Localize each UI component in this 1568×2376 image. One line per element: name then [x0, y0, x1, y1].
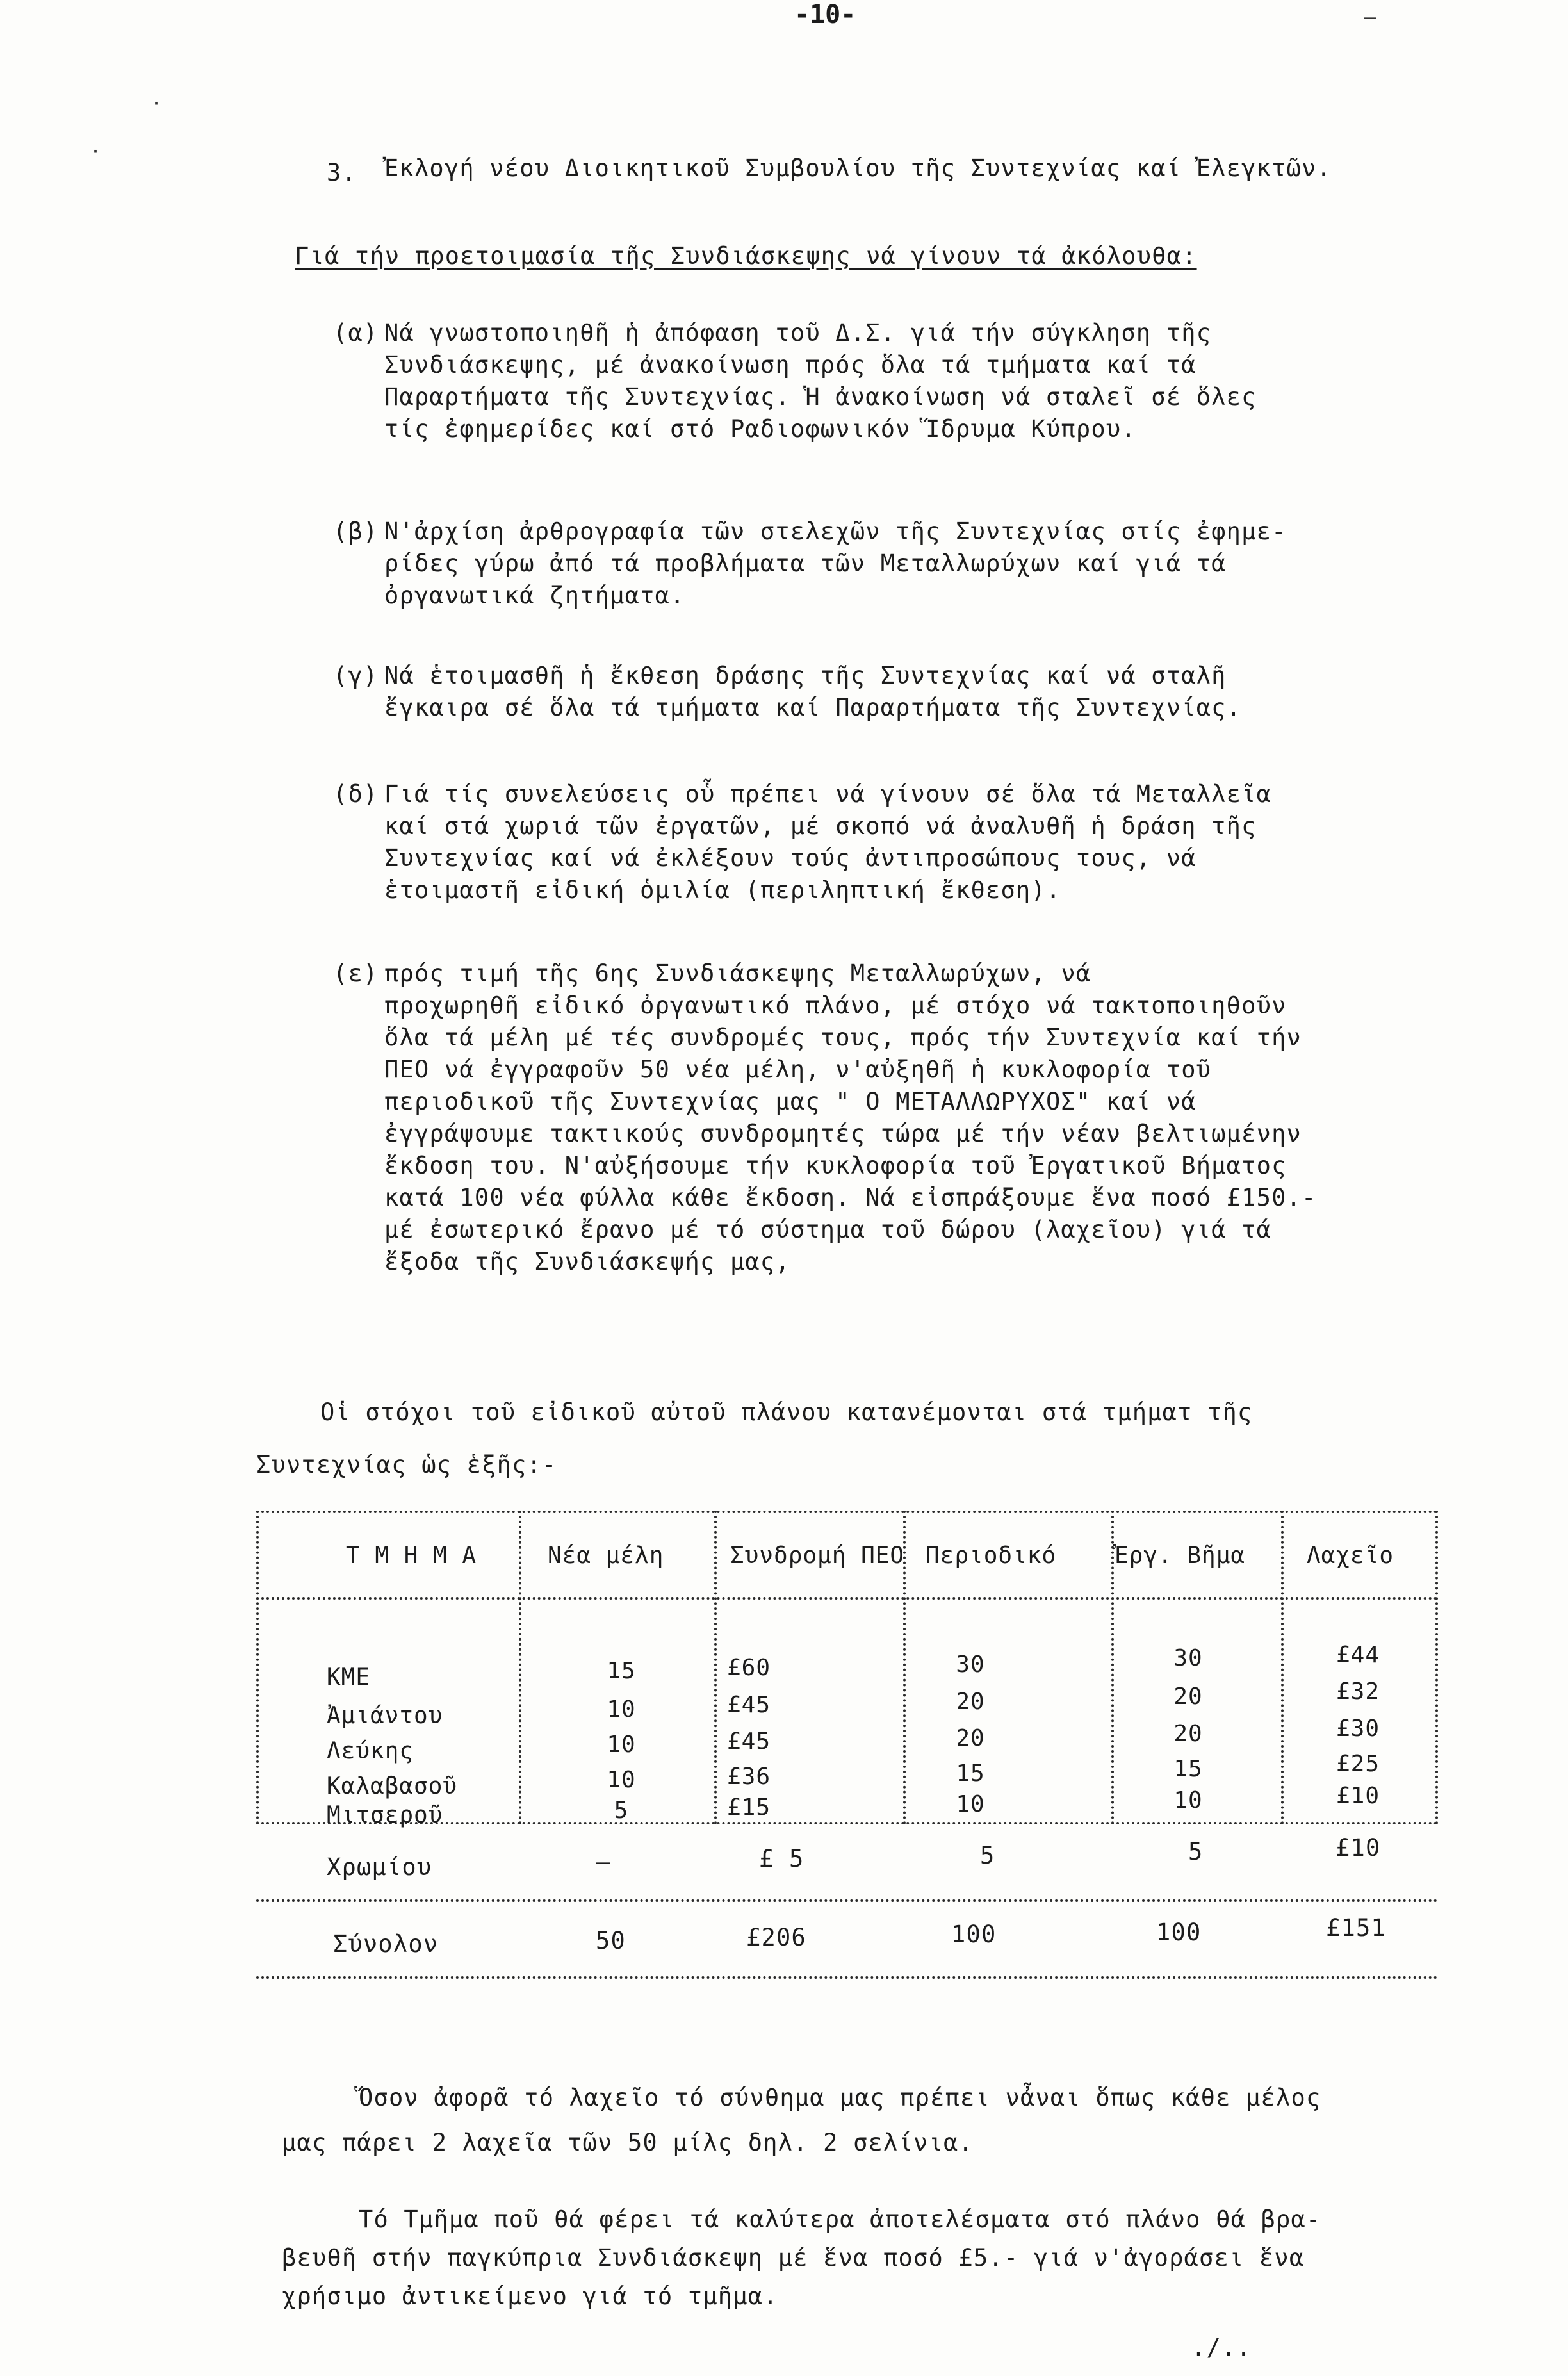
table-row-name: ΚΜΕ — [327, 1664, 371, 1691]
table-cell: £36 — [727, 1764, 771, 1790]
item-line: Συντεχνίας καί νά ἐκλέξουν τούς ἀντιπροσώπους τους, νά — [384, 844, 1196, 872]
table-row-name: Χρωμίου — [327, 1853, 432, 1881]
item-line: ἔξοδα τῆς Συνδιάσκεψής μας, — [384, 1248, 790, 1275]
item-line: μέ ἐσωτερικό ἔρανο μέ τό σύστημα τοῦ δώρου (λαχεῖου) γιά τά — [384, 1216, 1272, 1243]
closing-line: Τό Τμῆμα ποῦ θά φέρει τά καλύτερα ἀποτελέσματα στό πλάνο θά βρα- — [359, 2206, 1321, 2233]
table-cell: £10 — [1335, 1783, 1380, 1809]
item-line: ἔκδοση του. Ν'αὐξήσουμε τήν κυκλοφορία τοῦ Ἐργατικοῦ Βήματος — [384, 1152, 1287, 1179]
table-rule — [1435, 1511, 1438, 1824]
table-cell: 15 — [1173, 1756, 1203, 1782]
item-line: κατά 100 νέα φύλλα κάθε ἔκδοση. Νά εἰσπράξουμε ἕνα ποσό £150.- — [384, 1184, 1317, 1211]
table-cell: 10 — [607, 1732, 636, 1758]
closing-line: χρήσιμο ἀντικείμενο γιά τό τμῆμα. — [282, 2282, 778, 2310]
header-subscription: Συνδρομή ΠΕΟ — [730, 1543, 905, 1569]
table-cell: 30 — [956, 1651, 985, 1678]
item-line: τίς ἐφημερίδες καί στό Ραδιοφωνικόν Ἵδρυμα Κύπρου. — [384, 415, 1136, 443]
table-cell: 10 — [956, 1791, 985, 1817]
table-cell: £32 — [1335, 1678, 1380, 1705]
closing-line: βευθῆ στήν παγκύπρια Συνδιάσκεψη μέ ἕνα ποσό £5.- γιά ν'ἀγοράσει ἕνα — [282, 2244, 1305, 2272]
item-line: Νά γνωστοποιηθῆ ἡ ἀπόφαση τοῦ Δ.Σ. γιά τήν σύγκληση τῆς — [384, 319, 1212, 347]
table-cell: 15 — [956, 1760, 985, 1787]
item-line: πρός τιμή τῆς 6ης Συνδιάσκεψης Μεταλλωρύχων, νά — [384, 960, 1091, 987]
table-cell: 20 — [1173, 1721, 1203, 1747]
total-label: Σύνολον — [333, 1930, 439, 1958]
table-row-name: Καλαβασοῦ — [327, 1773, 458, 1799]
total-cell: 50 — [596, 1927, 626, 1954]
table-cell: £44 — [1335, 1642, 1380, 1668]
table-cell: 10 — [607, 1767, 636, 1793]
table-row-name: Μιτσεροῦ — [327, 1802, 443, 1828]
scan-mark: — — [1364, 6, 1376, 29]
table-cell: £15 — [727, 1794, 771, 1821]
targets-table — [256, 1511, 1438, 1828]
table-rule — [1111, 1511, 1114, 1824]
item-line: καί στά χωριά τῶν ἐργατῶν, μέ σκοπό νά ἀναλυθῆ ἡ δράση τῆς — [384, 812, 1257, 840]
item-line: Ν'ἀρχίση ἀρθρογραφία τῶν στελεχῶν τῆς Συντεχνίας στίς ἐφημε- — [384, 518, 1287, 545]
closing-line: Ὅσον ἀφορᾶ τό λαχεῖο τό σύνθημα μας πρέπει νἆναι ὅπως κάθε μέλος — [359, 2084, 1321, 2111]
item-label: (δ) — [333, 780, 379, 808]
scan-mark: · — [151, 93, 163, 115]
table-cell: 15 — [607, 1658, 636, 1684]
scan-mark: · — [90, 141, 102, 163]
total-cell: £151 — [1326, 1914, 1386, 1942]
item-line: ρίδες γύρω ἀπό τά προβλήματα τῶν Μεταλλωρύχων καί γιά τά — [384, 550, 1227, 577]
table-cell: 30 — [1173, 1645, 1203, 1671]
table-cell: £ 5 — [759, 1845, 804, 1872]
section-title: Ἐκλογή νέου Διοικητικοῦ Συμβουλίου τῆς Συντεχνίας καί Ἐλεγκτῶν. — [384, 154, 1332, 182]
table-row-name: Ἀμιάντου — [327, 1703, 443, 1729]
table-cell: £30 — [1335, 1716, 1380, 1742]
item-line: Παραρτήματα τῆς Συντεχνίας. Ἡ ἀνακοίνωση νά σταλεῖ σέ ὅλες — [384, 383, 1257, 411]
table-cell: — — [596, 1848, 611, 1876]
item-label: (γ) — [333, 662, 379, 689]
item-line: προχωρηθῆ εἰδικό ὀργανωτικό πλάνο, μέ στόχο νά τακτοποιηθοῦν — [384, 992, 1287, 1019]
closing-line: μας πάρει 2 λαχεῖα τῶν 50 μίλς δηλ. 2 σελίνια. — [282, 2129, 974, 2156]
item-line: Συνδιάσκεψης, μέ ἀνακοίνωση πρός ὅλα τά τμήματα καί τά — [384, 351, 1196, 379]
table-cell: £25 — [1335, 1751, 1380, 1777]
table-cell: £60 — [727, 1655, 771, 1681]
table-cell: £45 — [727, 1728, 771, 1755]
item-line: ὀργανωτικά ζητήματα. — [384, 582, 685, 609]
table-cell: 10 — [607, 1696, 636, 1723]
item-label: (ε) — [333, 960, 379, 987]
item-line: ΠΕΟ νά ἐγγραφοῦν 50 νέα μέλη, ν'αὐξηθῆ ἡ κυκλοφορία τοῦ — [384, 1056, 1212, 1083]
table-cell: 20 — [956, 1725, 985, 1751]
table-cell: £45 — [727, 1692, 771, 1718]
table-cell: 20 — [956, 1689, 985, 1715]
total-cell: £206 — [746, 1924, 806, 1951]
table-cell: 20 — [1173, 1684, 1203, 1710]
page-number: -10- — [794, 0, 856, 29]
table-cell: 10 — [1173, 1787, 1203, 1814]
total-cell: 100 — [951, 1921, 997, 1948]
item-line: ἔγκαιρα σέ ὅλα τά τμήματα καί Παραρτήματα τῆς Συντεχνίας. — [384, 694, 1242, 721]
table-rule — [256, 1899, 1438, 1902]
table-rule — [519, 1511, 521, 1824]
header-periodical: Περιοδικό — [926, 1543, 1057, 1569]
continuation-mark: ./.. — [1191, 2334, 1252, 2361]
table-cell: £10 — [1335, 1834, 1381, 1862]
table-rule — [256, 1511, 259, 1824]
item-line: Νά ἑτοιμασθῆ ἡ ἔκθεση δράσης τῆς Συντεχνίας καί νά σταλῆ — [384, 662, 1227, 689]
header-ergatiko-vima: Ἐργ. Βῆμα — [1115, 1543, 1246, 1569]
section-number: 3. — [327, 159, 357, 186]
table-rule — [256, 1597, 1438, 1600]
table-rule — [1281, 1511, 1284, 1824]
table-row-name: Λεύκης — [327, 1738, 414, 1764]
header-department: Τ Μ Η Μ Α — [346, 1543, 477, 1569]
item-line: ἐγγράψουμε τακτικούς συνδρομητές τώρα μέ τήν νέαν βελτιωμένην — [384, 1120, 1302, 1147]
table-intro-line: Οἱ στόχοι τοῦ εἰδικοῦ αὐτοῦ πλάνου κατανέμονται στά τμήματ τῆς — [320, 1398, 1253, 1426]
preparation-heading: Γιά τήν προετοιμασία τῆς Συνδιάσκεψης νά γίνουν τά ἀκόλουθα: — [295, 242, 1197, 270]
item-label: (α) — [333, 319, 379, 347]
header-lottery: Λαχεῖο — [1307, 1543, 1394, 1569]
table-rule — [256, 1976, 1438, 1979]
total-cell: 100 — [1156, 1919, 1202, 1946]
item-line: ὅλα τά μέλη μέ τές συνδρομές τους, πρός τήν Συντεχνία καί τήν — [384, 1024, 1302, 1051]
header-new-members: Νέα μέλη — [548, 1543, 664, 1569]
table-rule — [256, 1511, 1438, 1513]
table-cell: 5 — [614, 1798, 629, 1824]
table-cell: 5 — [980, 1842, 995, 1869]
table-cell: 5 — [1188, 1838, 1204, 1865]
table-rule — [714, 1511, 717, 1824]
item-label: (β) — [333, 518, 379, 545]
table-intro-line: Συντεχνίας ὡς ἑξῆς:- — [256, 1451, 557, 1479]
item-line: ἑτοιμαστῆ εἰδική ὁμιλία (περιληπτική ἔκθεση). — [384, 876, 1061, 904]
item-line: περιοδικοῦ τῆς Συντεχνίας μας " Ο ΜΕΤΑΛΛΩΡΥΧΟΣ" καί νά — [384, 1088, 1196, 1115]
item-line: Γιά τίς συνελεύσεις οὗ πρέπει νά γίνουν σέ ὅλα τά Μεταλλεῖα — [384, 780, 1272, 808]
